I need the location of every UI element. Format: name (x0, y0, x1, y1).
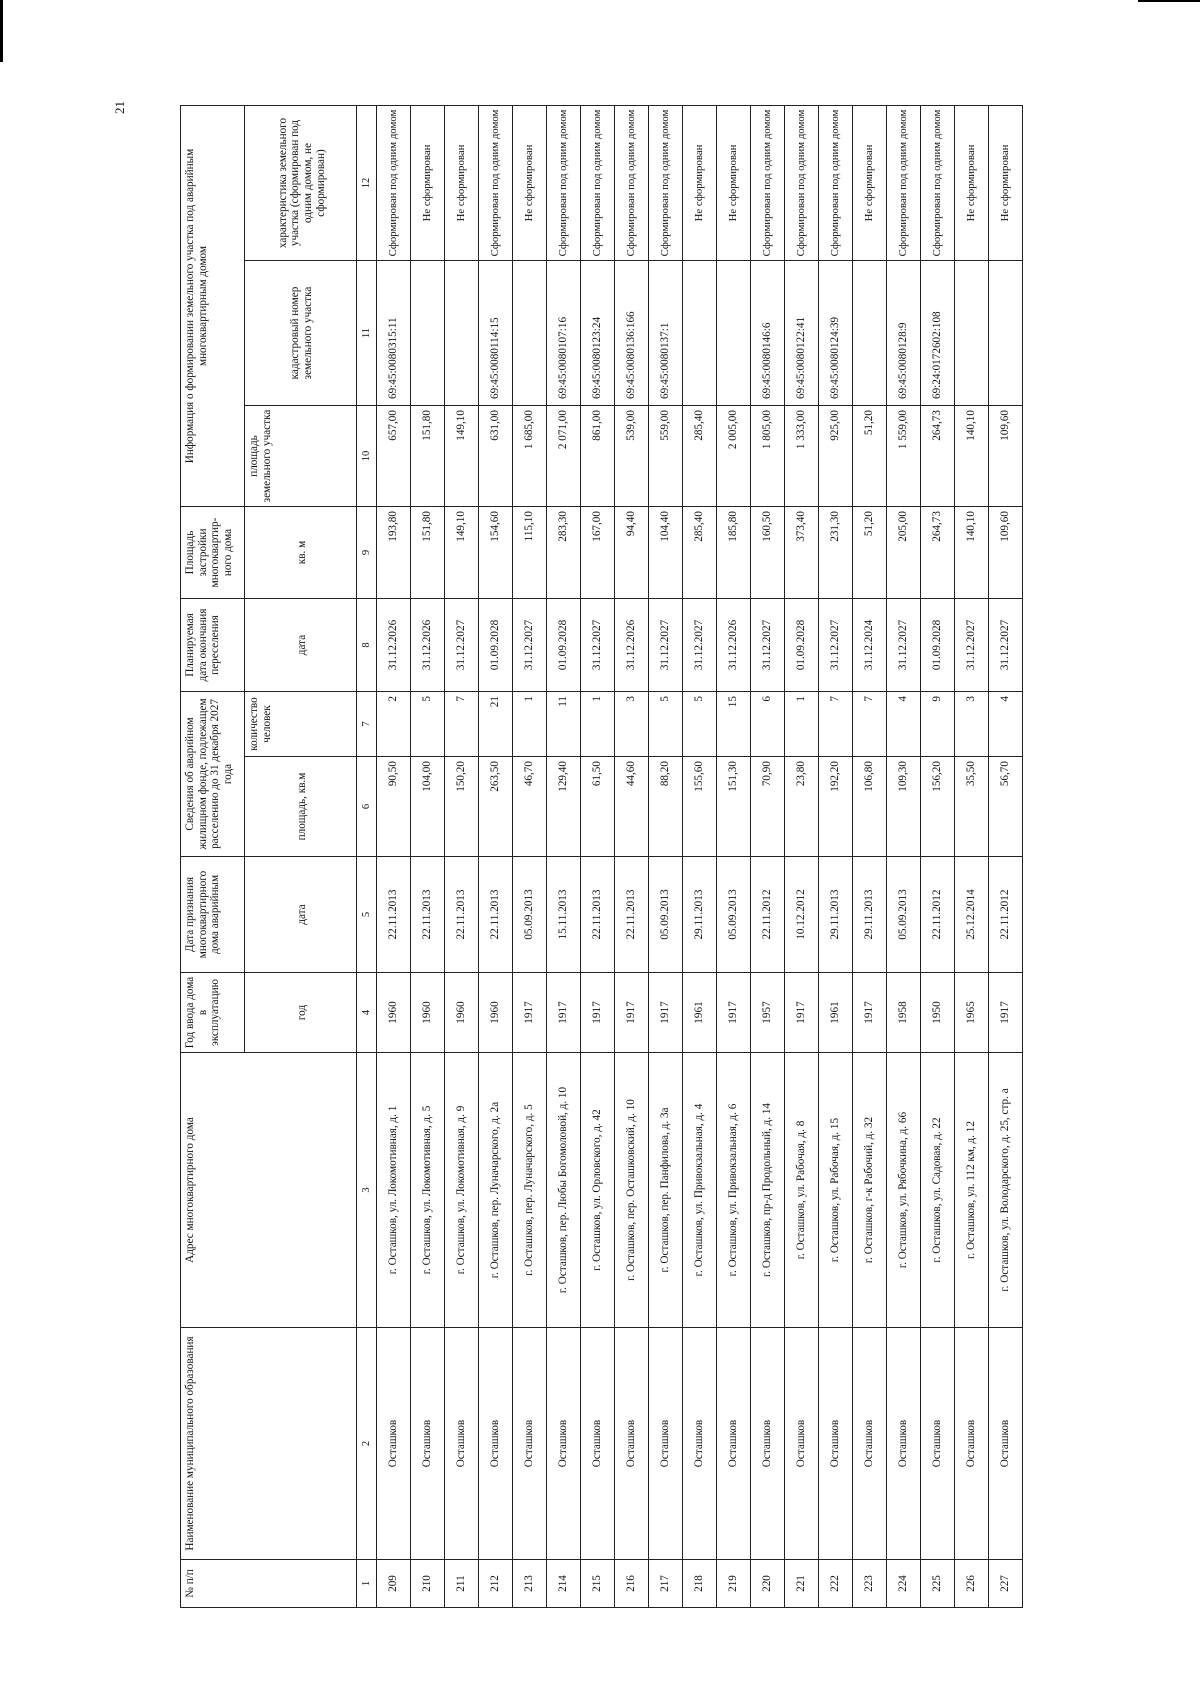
building-area-cell: 151,80 (411, 507, 445, 599)
people-count-cell: 4 (887, 692, 921, 757)
building-area-cell: 231,30 (819, 507, 853, 599)
recognition-date-cell: 29.11.2013 (853, 857, 887, 973)
address-cell: г. Осташков, пер. Любы Богомоловой, д. 10 (547, 1053, 581, 1328)
people-count-cell: 1 (581, 692, 615, 757)
row-number-cell: 217 (649, 1560, 683, 1608)
header-resettlement-end: Планируемая дата окончания переселения (181, 599, 245, 692)
header-land-plot-info: Информация о формировании земельного участка под аварийным многоквартирным домом (181, 106, 245, 507)
land-area-cell: 559,00 (649, 406, 683, 507)
rotated-table-container (180, 106, 1200, 1608)
land-characteristic-cell: Сформирован под одним домом (377, 106, 411, 261)
column-number: 4 (357, 973, 377, 1053)
area-cell: 155,60 (683, 757, 717, 857)
area-cell: 106,80 (853, 757, 887, 857)
recognition-date-cell: 22.11.2013 (377, 857, 411, 973)
resettlement-end-cell: 31.12.2027 (751, 599, 785, 692)
land-area-cell: 2 005,00 (717, 406, 751, 507)
land-area-cell: 1 333,00 (785, 406, 819, 507)
row-number-cell: 225 (921, 1560, 955, 1608)
land-area-cell: 631,00 (479, 406, 513, 507)
land-characteristic-cell: Сформирован под одним домом (479, 106, 513, 261)
row-number-cell: 213 (513, 1560, 547, 1608)
people-count-cell: 7 (819, 692, 853, 757)
address-cell: г. Осташков, пер. Луначарского, д. 2а (479, 1053, 513, 1328)
land-characteristic-cell: Не сформирован (445, 106, 479, 261)
building-area-cell: 193,80 (377, 507, 411, 599)
land-characteristic-cell: Сформирован под одним домом (751, 106, 785, 261)
cadastral-number-cell (445, 261, 479, 406)
building-area-cell: 109,60 (989, 507, 1023, 599)
column-number: 11 (357, 261, 377, 406)
building-area-cell: 373,40 (785, 507, 819, 599)
building-area-cell: 205,00 (887, 507, 921, 599)
building-area-cell: 167,00 (581, 507, 615, 599)
table-row (853, 106, 887, 1608)
recognition-date-cell: 25.12.2014 (955, 857, 989, 973)
row-number-cell: 227 (989, 1560, 1023, 1608)
address-cell: г. Осташков, ул. Садовая, д. 22 (921, 1053, 955, 1328)
area-cell: 129,40 (547, 757, 581, 857)
header-municipality: Наименование муниципального образования (181, 1328, 357, 1560)
year-cell: 1917 (785, 973, 819, 1053)
cadastral-number-cell (513, 261, 547, 406)
year-cell: 1961 (819, 973, 853, 1053)
building-area-cell: 94,40 (615, 507, 649, 599)
resettlement-end-cell: 31.12.2027 (649, 599, 683, 692)
column-number: 1 (357, 1560, 377, 1608)
people-count-cell: 1 (513, 692, 547, 757)
resettlement-end-cell: 31.12.2024 (853, 599, 887, 692)
table-row (615, 106, 649, 1608)
cadastral-number-cell (853, 261, 887, 406)
land-area-cell: 109,60 (989, 406, 1023, 507)
recognition-date-cell: 05.09.2013 (513, 857, 547, 973)
column-number: 7 (357, 692, 377, 757)
people-count-cell: 15 (717, 692, 751, 757)
land-characteristic-cell: Сформирован под одним домом (819, 106, 853, 261)
cadastral-number-cell (717, 261, 751, 406)
header-emergency-fund: Сведения об аварийном жилищном фонде, подлежащем расселению до 31 декабря 2027 года (181, 692, 245, 857)
cadastral-number-cell: 69:45:0080124:39 (819, 261, 853, 406)
year-cell: 1960 (479, 973, 513, 1053)
building-area-cell: 185,80 (717, 507, 751, 599)
cadastral-number-cell (989, 261, 1023, 406)
municipality-cell: Осташков (513, 1328, 547, 1560)
row-number-cell: 216 (615, 1560, 649, 1608)
row-number-cell: 220 (751, 1560, 785, 1608)
area-cell: 23,80 (785, 757, 819, 857)
land-area-cell: 264,73 (921, 406, 955, 507)
area-cell: 88,20 (649, 757, 683, 857)
row-number-cell: 218 (683, 1560, 717, 1608)
area-cell: 151,30 (717, 757, 751, 857)
recognition-date-cell: 22.11.2013 (581, 857, 615, 973)
land-area-cell: 51,20 (853, 406, 887, 507)
municipality-cell: Осташков (683, 1328, 717, 1560)
cadastral-number-cell: 69:45:0080146:6 (751, 261, 785, 406)
resettlement-end-cell: 31.12.2027 (955, 599, 989, 692)
address-cell: г. Осташков, ул. Локомотивная, д. 5 (411, 1053, 445, 1328)
municipality-cell: Осташков (751, 1328, 785, 1560)
area-cell: 35,50 (955, 757, 989, 857)
subheader-year: год (245, 973, 357, 1053)
header-number: № п/п (181, 1560, 357, 1608)
resettlement-end-cell: 31.12.2026 (717, 599, 751, 692)
cadastral-number-cell (683, 261, 717, 406)
cadastral-number-cell: 69:45:0080123:24 (581, 261, 615, 406)
municipality-cell: Осташков (547, 1328, 581, 1560)
area-cell: 109,30 (887, 757, 921, 857)
header-address: Адрес многоквартирного дома (181, 1053, 357, 1328)
municipality-cell: Осташков (615, 1328, 649, 1560)
area-cell: 104,00 (411, 757, 445, 857)
cadastral-number-cell (955, 261, 989, 406)
municipality-cell: Осташков (955, 1328, 989, 1560)
table-body (377, 106, 1023, 1608)
year-cell: 1917 (615, 973, 649, 1053)
land-area-cell: 140,10 (955, 406, 989, 507)
resettlement-end-cell: 31.12.2027 (819, 599, 853, 692)
row-number-cell: 221 (785, 1560, 819, 1608)
emergency-housing-table (180, 105, 1023, 1608)
land-area-cell: 1 805,00 (751, 406, 785, 507)
column-number: 2 (357, 1328, 377, 1560)
subheader-date: дата (245, 857, 357, 973)
row-number-cell: 212 (479, 1560, 513, 1608)
address-cell: г. Осташков, пер. Луначарского, д. 5 (513, 1053, 547, 1328)
building-area-cell: 160,50 (751, 507, 785, 599)
address-cell: г. Осташков, ул. Рабочая, д. 8 (785, 1053, 819, 1328)
municipality-cell: Осташков (479, 1328, 513, 1560)
table-row (649, 106, 683, 1608)
address-cell: г. Осташков, ул. Привокзальная, д. 4 (683, 1053, 717, 1328)
area-cell: 192,20 (819, 757, 853, 857)
recognition-date-cell: 22.11.2012 (921, 857, 955, 973)
table-row (547, 106, 581, 1608)
header-land-area: площадь земельного участка (245, 406, 357, 507)
land-area-cell: 2 071,00 (547, 406, 581, 507)
cadastral-number-cell: 69:45:0080128:9 (887, 261, 921, 406)
people-count-cell: 6 (751, 692, 785, 757)
resettlement-end-cell: 31.12.2026 (411, 599, 445, 692)
area-cell: 61,50 (581, 757, 615, 857)
address-cell: г. Осташков, ул. 112 км, д. 12 (955, 1053, 989, 1328)
cadastral-number-cell: 69:45:0080315:11 (377, 261, 411, 406)
address-cell: г. Осташков, ул. Володарского, д. 25, стр. а (989, 1053, 1023, 1328)
land-characteristic-cell: Сформирован под одним домом (649, 106, 683, 261)
column-number: 6 (357, 757, 377, 857)
resettlement-end-cell: 31.12.2027 (445, 599, 479, 692)
header-year: Год ввода дома в эксплуатацию (181, 973, 245, 1053)
municipality-cell: Осташков (411, 1328, 445, 1560)
address-cell: г. Осташков, пр-д Продольный, д. 14 (751, 1053, 785, 1328)
cadastral-number-cell: 69:45:0080114:15 (479, 261, 513, 406)
scan-edge-mark-right (1138, 0, 1200, 2)
address-cell: г. Осташков, пер. Панфилова, д. 3а (649, 1053, 683, 1328)
resettlement-end-cell: 01.09.2028 (479, 599, 513, 692)
table-row (955, 106, 989, 1608)
municipality-cell: Осташков (377, 1328, 411, 1560)
recognition-date-cell: 10.12.2012 (785, 857, 819, 973)
row-number-cell: 209 (377, 1560, 411, 1608)
recognition-date-cell: 22.11.2012 (989, 857, 1023, 973)
land-area-cell: 539,00 (615, 406, 649, 507)
land-characteristic-cell: Сформирован под одним домом (615, 106, 649, 261)
area-cell: 90,50 (377, 757, 411, 857)
row-number-cell: 223 (853, 1560, 887, 1608)
table-row (819, 106, 853, 1608)
table-row (513, 106, 547, 1608)
row-number-cell: 222 (819, 1560, 853, 1608)
subheader-building-sqm: кв. м (245, 507, 357, 599)
year-cell: 1917 (717, 973, 751, 1053)
address-cell: г. Осташков, ул. Привокзальная, д. 6 (717, 1053, 751, 1328)
area-cell: 46,70 (513, 757, 547, 857)
table-row (785, 106, 819, 1608)
cadastral-number-cell: 69:45:0080137:1 (649, 261, 683, 406)
subheader-end-date: дата (245, 599, 357, 692)
resettlement-end-cell: 31.12.2027 (683, 599, 717, 692)
column-number-row (357, 106, 377, 1608)
building-area-cell: 51,20 (853, 507, 887, 599)
resettlement-end-cell: 31.12.2027 (581, 599, 615, 692)
land-characteristic-cell: Не сформирован (989, 106, 1023, 261)
table-row (989, 106, 1023, 1608)
row-number-cell: 224 (887, 1560, 921, 1608)
column-number: 3 (357, 1053, 377, 1328)
people-count-cell: 7 (445, 692, 479, 757)
people-count-cell: 11 (547, 692, 581, 757)
land-characteristic-cell: Сформирован под одним домом (921, 106, 955, 261)
page-number: 21 (112, 101, 127, 114)
land-area-cell: 151,80 (411, 406, 445, 507)
column-number: 9 (357, 507, 377, 599)
municipality-cell: Осташков (649, 1328, 683, 1560)
land-characteristic-cell: Сформирован под одним домом (785, 106, 819, 261)
year-cell: 1957 (751, 973, 785, 1053)
building-area-cell: 140,10 (955, 507, 989, 599)
people-count-cell: 1 (785, 692, 819, 757)
cadastral-number-cell (411, 261, 445, 406)
municipality-cell: Осташков (853, 1328, 887, 1560)
municipality-cell: Осташков (717, 1328, 751, 1560)
land-characteristic-cell: Не сформирован (717, 106, 751, 261)
table-row (683, 106, 717, 1608)
people-count-cell: 5 (683, 692, 717, 757)
table-row (887, 106, 921, 1608)
building-area-cell: 104,40 (649, 507, 683, 599)
building-area-cell: 154,60 (479, 507, 513, 599)
year-cell: 1917 (649, 973, 683, 1053)
people-count-cell: 4 (989, 692, 1023, 757)
address-cell: г. Осташков, ул. Рабочая, д. 15 (819, 1053, 853, 1328)
municipality-cell: Осташков (887, 1328, 921, 1560)
land-area-cell: 285,40 (683, 406, 717, 507)
area-cell: 44,60 (615, 757, 649, 857)
table-row (377, 106, 411, 1608)
land-characteristic-cell: Не сформирован (955, 106, 989, 261)
area-cell: 56,70 (989, 757, 1023, 857)
building-area-cell: 283,30 (547, 507, 581, 599)
table-row (921, 106, 955, 1608)
municipality-cell: Осташков (989, 1328, 1023, 1560)
land-characteristic-cell: Сформирован под одним домом (581, 106, 615, 261)
people-count-cell: 7 (853, 692, 887, 757)
resettlement-end-cell: 31.12.2027 (887, 599, 921, 692)
row-number-cell: 219 (717, 1560, 751, 1608)
year-cell: 1960 (411, 973, 445, 1053)
municipality-cell: Осташков (445, 1328, 479, 1560)
area-cell: 70,90 (751, 757, 785, 857)
header-date-recognition: Дата признания многоквартирного дома аварийным (181, 857, 245, 973)
municipality-cell: Осташков (581, 1328, 615, 1560)
resettlement-end-cell: 01.09.2028 (921, 599, 955, 692)
people-count-cell: 2 (377, 692, 411, 757)
people-count-cell: 9 (921, 692, 955, 757)
recognition-date-cell: 22.11.2013 (445, 857, 479, 973)
header-cadastre: кадастровый номер земельного участка (245, 261, 357, 406)
column-number: 8 (357, 599, 377, 692)
land-area-cell: 1 559,00 (887, 406, 921, 507)
recognition-date-cell: 15.11.2013 (547, 857, 581, 973)
people-count-cell: 5 (649, 692, 683, 757)
year-cell: 1917 (989, 973, 1023, 1053)
recognition-date-cell: 22.11.2012 (751, 857, 785, 973)
recognition-date-cell: 29.11.2013 (683, 857, 717, 973)
address-cell: г. Осташков, ул. Локомотивная, д. 9 (445, 1053, 479, 1328)
land-area-cell: 861,00 (581, 406, 615, 507)
year-cell: 1960 (377, 973, 411, 1053)
recognition-date-cell: 29.11.2013 (819, 857, 853, 973)
land-characteristic-cell: Не сформирован (513, 106, 547, 261)
land-characteristic-cell: Сформирован под одним домом (887, 106, 921, 261)
year-cell: 1950 (921, 973, 955, 1053)
building-area-cell: 264,73 (921, 507, 955, 599)
resettlement-end-cell: 31.12.2027 (513, 599, 547, 692)
address-cell: г. Осташков, пер. Осташковский, д. 10 (615, 1053, 649, 1328)
header-building-area: Площадь застройки многоквартир-ного дома (181, 507, 245, 599)
cadastral-number-cell: 69:45:0080107:16 (547, 261, 581, 406)
row-number-cell: 215 (581, 1560, 615, 1608)
year-cell: 1917 (581, 973, 615, 1053)
address-cell: г. Осташков, ул. Локомотивная, д. 1 (377, 1053, 411, 1328)
row-number-cell: 226 (955, 1560, 989, 1608)
header-land-characteristic: характеристика земельного участка (сформирован под одним домом, не сформирован) (245, 106, 357, 261)
table-row (479, 106, 513, 1608)
year-cell: 1917 (853, 973, 887, 1053)
land-area-cell: 149,10 (445, 406, 479, 507)
year-cell: 1958 (887, 973, 921, 1053)
land-area-cell: 1 685,00 (513, 406, 547, 507)
year-cell: 1960 (445, 973, 479, 1053)
year-cell: 1917 (513, 973, 547, 1053)
area-cell: 150,20 (445, 757, 479, 857)
building-area-cell: 149,10 (445, 507, 479, 599)
recognition-date-cell: 22.11.2013 (615, 857, 649, 973)
land-characteristic-cell: Сформирован под одним домом (547, 106, 581, 261)
column-number: 5 (357, 857, 377, 973)
row-number-cell: 210 (411, 1560, 445, 1608)
subheader-people: количество человек (245, 692, 357, 757)
table-row (581, 106, 615, 1608)
people-count-cell: 3 (615, 692, 649, 757)
land-area-cell: 925,00 (819, 406, 853, 507)
people-count-cell: 21 (479, 692, 513, 757)
land-characteristic-cell: Не сформирован (683, 106, 717, 261)
area-cell: 263,50 (479, 757, 513, 857)
building-area-cell: 115,10 (513, 507, 547, 599)
recognition-date-cell: 22.11.2013 (411, 857, 445, 973)
land-area-cell: 657,00 (377, 406, 411, 507)
address-cell: г. Осташков, г-к Рабочий, д. 32 (853, 1053, 887, 1328)
cadastral-number-cell: 69:45:0080122:41 (785, 261, 819, 406)
recognition-date-cell: 22.11.2013 (479, 857, 513, 973)
municipality-cell: Осташков (921, 1328, 955, 1560)
address-cell: г. Осташков, ул. Рябочкина, д. 66 (887, 1053, 921, 1328)
resettlement-end-cell: 31.12.2027 (989, 599, 1023, 692)
year-cell: 1917 (547, 973, 581, 1053)
resettlement-end-cell: 31.12.2026 (377, 599, 411, 692)
cadastral-number-cell: 69:24:0172602:108 (921, 261, 955, 406)
row-number-cell: 211 (445, 1560, 479, 1608)
row-number-cell: 214 (547, 1560, 581, 1608)
year-cell: 1965 (955, 973, 989, 1053)
year-cell: 1961 (683, 973, 717, 1053)
table-row (717, 106, 751, 1608)
resettlement-end-cell: 31.12.2026 (615, 599, 649, 692)
municipality-cell: Осташков (819, 1328, 853, 1560)
table-row (445, 106, 479, 1608)
cadastral-number-cell: 69:45:0080136:166 (615, 261, 649, 406)
resettlement-end-cell: 01.09.2028 (785, 599, 819, 692)
scan-edge-mark-left (0, 0, 3, 62)
people-count-cell: 5 (411, 692, 445, 757)
municipality-cell: Осташков (785, 1328, 819, 1560)
column-number: 10 (357, 406, 377, 507)
table-row (751, 106, 785, 1608)
land-characteristic-cell: Не сформирован (411, 106, 445, 261)
subheader-area: площадь, кв.м (245, 757, 357, 857)
resettlement-end-cell: 01.09.2028 (547, 599, 581, 692)
area-cell: 156,20 (921, 757, 955, 857)
people-count-cell: 3 (955, 692, 989, 757)
recognition-date-cell: 05.09.2013 (649, 857, 683, 973)
recognition-date-cell: 05.09.2013 (887, 857, 921, 973)
building-area-cell: 285,40 (683, 507, 717, 599)
recognition-date-cell: 05.09.2013 (717, 857, 751, 973)
table-row (411, 106, 445, 1608)
column-number: 12 (357, 106, 377, 261)
address-cell: г. Осташков, ул. Орловского, д. 42 (581, 1053, 615, 1328)
land-characteristic-cell: Не сформирован (853, 106, 887, 261)
